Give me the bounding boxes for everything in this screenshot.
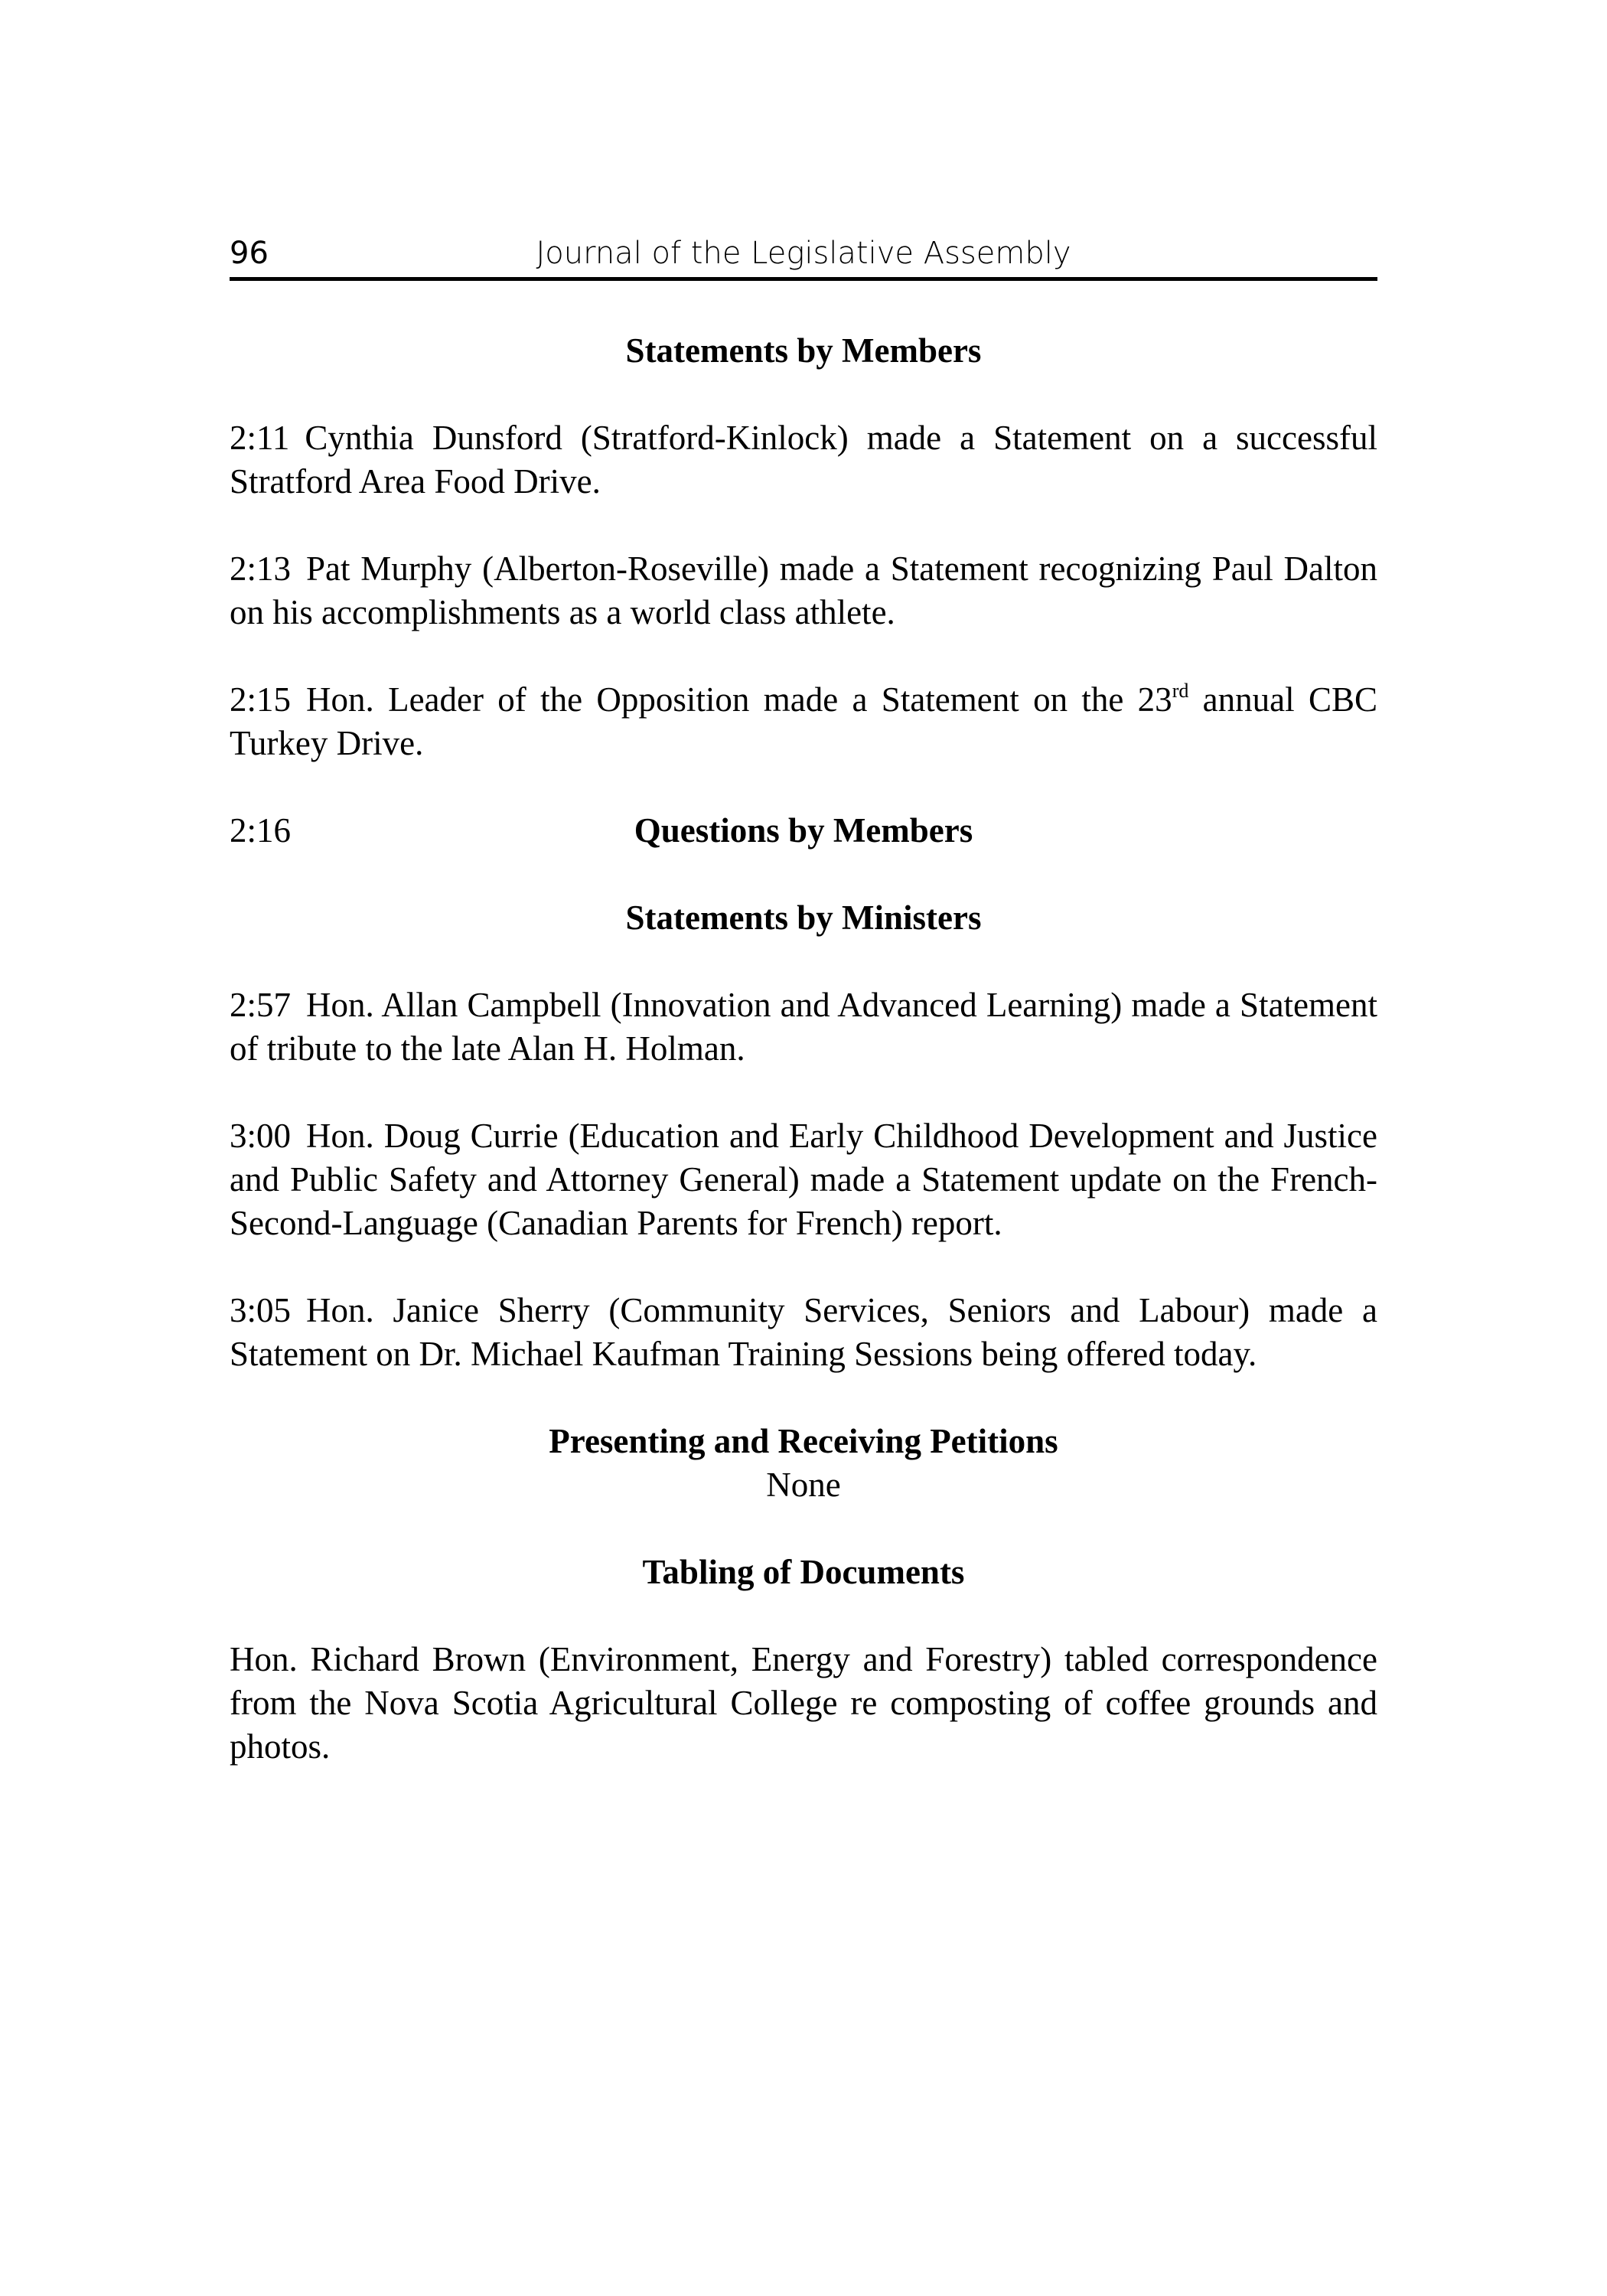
- section-heading-statements-by-ministers: Statements by Ministers: [625, 899, 982, 937]
- section-heading-tabling-of-documents: Tabling of Documents: [642, 1553, 965, 1591]
- entry-time: 2:11: [230, 419, 290, 457]
- entry-text: Hon. Doug Currie (Education and Early Childhood Development and Justice and Public Safety and Attorney General) made a Statement update on the French-Second-Language (Canadian Parents for French) report.: [230, 1117, 1377, 1242]
- entry-time: 3:05: [230, 1291, 292, 1329]
- page-number: 96: [230, 236, 269, 271]
- entry-text: Hon. Leader of the Opposition made a Statement on the 23: [306, 680, 1172, 719]
- entry-time: 2:57: [230, 986, 292, 1024]
- entry-time: 2:13: [230, 550, 292, 588]
- petitions-none: None: [766, 1466, 841, 1504]
- statement-entry: [230, 1289, 1377, 1376]
- entry-text-continued: annual CBC Turkey Drive.: [230, 680, 1377, 762]
- tabling-entry: Hon. Richard Brown (Environment, Energy and Forestry) tabled correspondence from the Nova Scotia Agricultural College re composting of coffee grounds and photos.: [230, 1640, 1377, 1766]
- entry-text: Hon. Allan Campbell (Innovation and Advanced Learning) made a Statement of tribute to the late Alan H. Holman.: [230, 986, 1377, 1068]
- questions-row: [230, 809, 1377, 853]
- running-head: [230, 230, 1377, 281]
- entry-text: Cynthia Dunsford (Stratford-Kinlock) made a Statement on a successful Stratford Area Food Drive.: [230, 419, 1377, 501]
- ordinal-superscript: rd: [1172, 680, 1189, 702]
- statement-entry: [230, 416, 1377, 504]
- section-heading-questions-by-members: Questions by Members: [634, 811, 973, 850]
- section-heading-petitions: Presenting and Receiving Petitions: [549, 1422, 1058, 1460]
- entry-time: 2:16: [230, 811, 292, 850]
- journal-title: Journal of the Legislative Assembly: [536, 236, 1071, 271]
- section-heading-statements-by-members: Statements by Members: [625, 331, 982, 370]
- statement-entry: [230, 678, 1377, 765]
- entry-text: Hon. Janice Sherry (Community Services, Seniors and Labour) made a Statement on Dr. Michael Kaufman Training Sessions being offered today.: [230, 1291, 1377, 1373]
- statement-entry: [230, 1114, 1377, 1245]
- journal-body: [230, 329, 1377, 1812]
- statement-entry: [230, 547, 1377, 634]
- statement-entry: [230, 983, 1377, 1071]
- entry-text: Pat Murphy (Alberton-Roseville) made a Statement recognizing Paul Dalton on his accomplishments as a world class athlete.: [230, 550, 1377, 631]
- entry-time: 3:00: [230, 1117, 292, 1155]
- entry-time: 2:15: [230, 680, 292, 719]
